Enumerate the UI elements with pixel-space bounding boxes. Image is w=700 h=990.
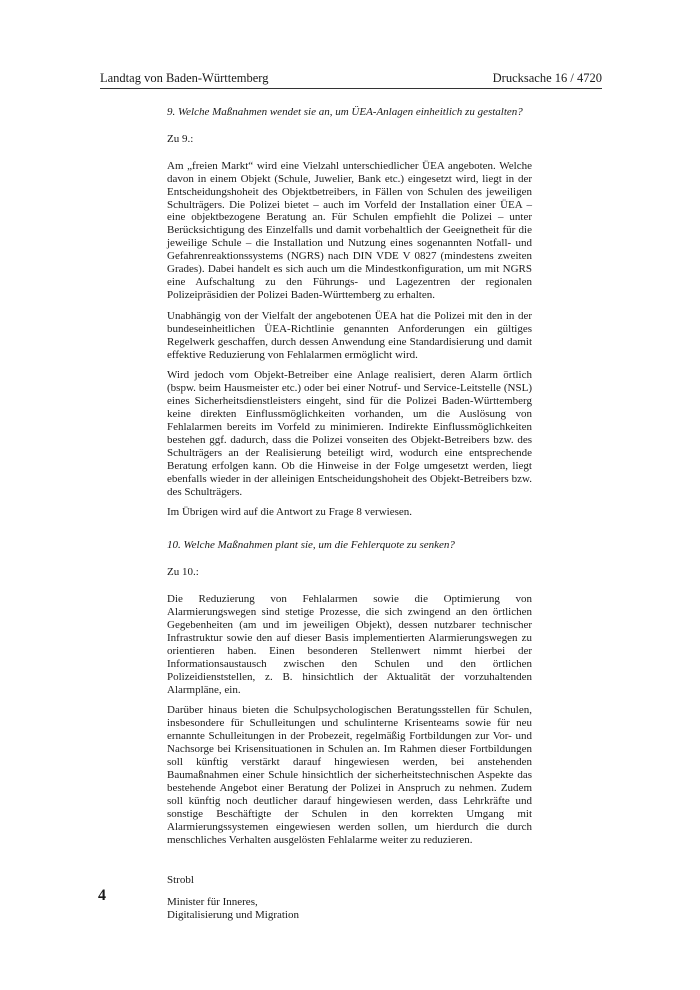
question-10: 10. Welche Maßnahmen plant sie, um die Fehlerquote zu senken? — [167, 539, 455, 552]
question-9: 9. Welche Maßnahmen wendet sie an, um ÜEA-Anlagen einheitlich zu gestalten? — [167, 106, 523, 118]
answer-9-paragraph-2: Unabhängig von der Vielfalt der angebotenen ÜEA hat die Polizei mit den in der bundeseinheitlichen ÜEA-Richtlinie genannten Anforderungen ein gültiges Regelwerk geschaffen, durch dessen Anwendung eine Standardisierung und damit effektive Reduzierung von Fehlalarmen ermöglicht wird. — [167, 309, 532, 361]
section-spacer — [167, 527, 532, 539]
page-number: 4 — [98, 887, 106, 904]
answer-9-paragraph-3: Wird jedoch vom Objekt-Betreiber eine Anlage realisiert, deren Alarm örtlich (bspw. beim Hausmeister etc.) oder bei einer Notruf- und Service-Leitstelle (NSL) eines Sicherheitsdienstleisters eingeht, sind für die Polizei Baden-Württemberg keine direkten Einflussmöglichkeiten vorhanden, um die Auslösung von Fehlalarmen bereits im Vorfeld zu minimieren. Indirekte Einflussmöglichkeiten bestehen ggf. dadurch, dass die Polizei vonseiten des Objekt-Betreibers bzw. des Schulträgers an der Realisierung beteiligt wird, wodurch eine entsprechende Beratung erfolgen kann. Ob die Hinweise in der Folge umgesetzt werden, liegt ebenfalls wieder in der alleinigen Entscheidungshoheit des Objekt-Betreibers bzw. des Schulträgers. — [167, 369, 532, 498]
answer-9-label: Zu 9.: — [167, 132, 194, 145]
signature-title-line-2: Digitalisierung und Migration — [167, 909, 299, 922]
answer-9-paragraph-1: Am „freien Markt“ wird eine Vielzahl unterschiedlicher ÜEA angeboten. Welche davon in einem Objekt (Schule, Juwelier, Bank etc.) eingesetzt wird, liegt in der Entscheidungshoheit des Objektbetreibers, in Fällen von Schulen des jeweiligen Schulträgers. Die Polizei bietet – auch im Vorfeld der Installation einer ÜEA – eine objektbezogene Beratung an. Für Schulen empfiehlt die Polizei – unter Berücksichtigung des Einzelfalls und damit vorbehaltlich der Geeignetheit für die jeweilige Schule – die Installation und Nutzung eines sogenannten Notfall- und Gefahrenreaktionssystems (NGRS) nach DIN VDE V 0827 (mindestens zweiten Grades). Dabei handelt es sich auch um die Mindestkonfiguration, um mit NGRS eine Aufschaltung zu den Führungs- und Lagezentren der regionalen Polizeipräsidien der Polizei Baden-Württemberg zu erhalten. — [167, 159, 532, 301]
signature-spacer — [167, 854, 532, 874]
page-header — [100, 70, 602, 89]
header-parliament-name: Landtag von Baden-Württemberg — [100, 71, 269, 85]
answer-10-paragraph-2: Darüber hinaus bieten die Schulpsychologischen Beratungsstellen für Schulen, insbesondere für Schulleitungen und schulinterne Krisenteams sowie für neu ernannte Schulleitungen in der Probezeit, regelmäßig Fortbildungen zur Vor- und Nachsorge bei Krisensituationen in Schulen an. Im Rahmen dieser Fortbildungen soll künftig verstärkt darauf hingewiesen werden, bei anstehenden Baumaßnahmen einer Schule hinsichtlich der sicherheitstechnischen Aspekte das bestehende Angebot einer Beratung der Polizei in Anspruch zu nehmen. Zudem soll künftig noch deutlicher darauf hingewiesen werden, dass Lehrkräfte und sonstige Beschäftigte der Schulen in den korrekten Umgang mit Alarmierungssystemen eingewiesen werden sollen, um hierdurch die durch menschliches Verhalten ausgelösten Fehlalarme weiter zu reduzieren. — [167, 704, 532, 846]
signature-name: Strobl — [167, 874, 194, 887]
answer-10-paragraph-1: Die Reduzierung von Fehlalarmen sowie die Optimierung von Alarmierungswegen sind stetige Prozesse, die sich zwingend an den örtlichen Gegebenheiten (am und im jeweiligen Objekt), dessen nutzbarer technischer Infrastruktur sowie den auf dieser Basis implementierten Alarmierungswegen zu orientieren haben. Einen besonderen Stellenwert nimmt hierbei der Informationsaustausch zwischen den Schulen und den örtlichen Polizeidienststellen, z. B. hinsichtlich der Aktualität der vorzuhaltenden Alarmpläne, ein. — [167, 593, 532, 696]
document-body — [167, 106, 532, 922]
answer-10-label: Zu 10.: — [167, 566, 199, 579]
signature-title-line-1: Minister für Inneres, — [167, 896, 258, 909]
header-document-number: Drucksache 16 / 4720 — [492, 71, 602, 85]
answer-9-paragraph-4: Im Übrigen wird auf die Antwort zu Frage 8 verwiesen. — [167, 506, 412, 519]
